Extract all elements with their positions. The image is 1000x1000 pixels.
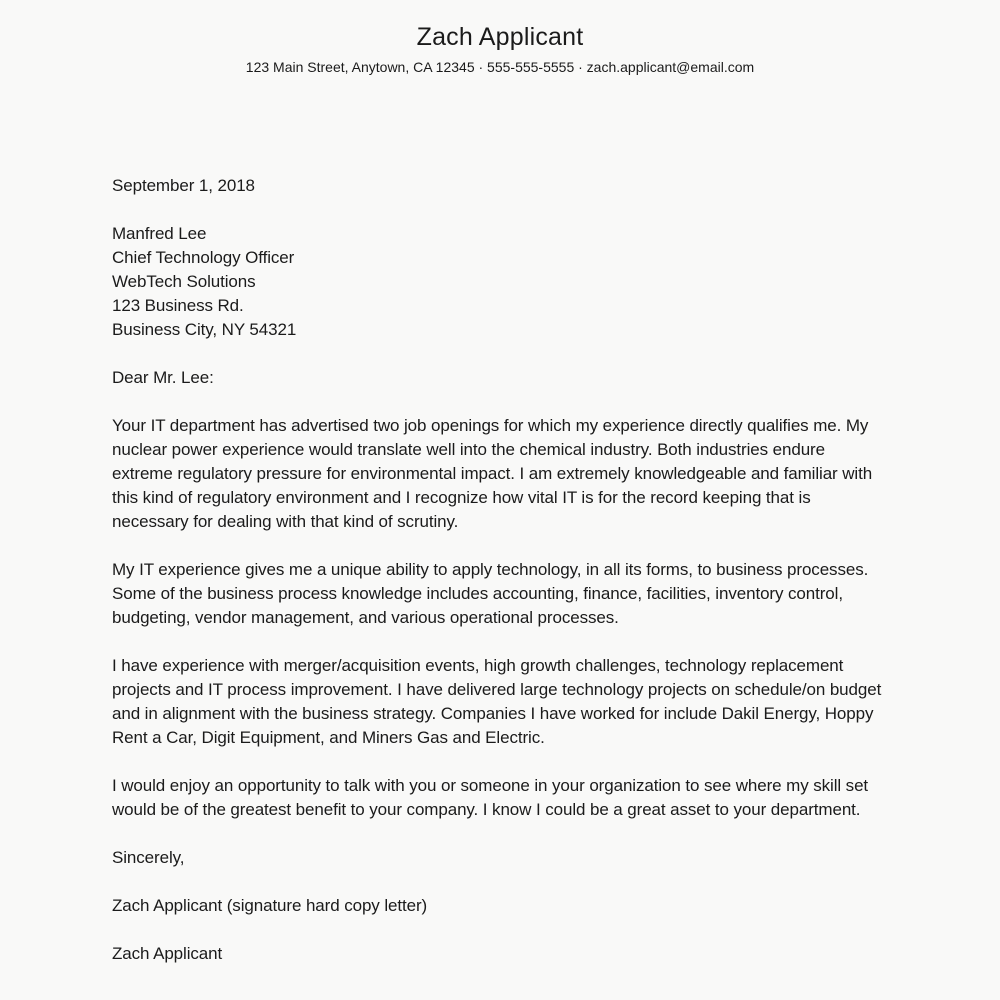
typed-name: Zach Applicant: [112, 944, 223, 963]
salutation: Dear Mr. Lee:: [112, 368, 214, 387]
letter-date: September 1, 2018: [112, 176, 255, 195]
body-paragraph-1: Your IT department has advertised two job openings for which my experience directly qualifies me. My nuclear power experience would translate well into the chemical industry. Both industries endure extreme regulatory pressure for environmental impact. I am extremely knowledgeable and familiar with this kind of regulatory environment and I recognize how vital IT is for the record keeping that is necessary for dealing with that kind of scrutiny.: [112, 416, 873, 531]
signature-note: Zach Applicant (signature hard copy letter): [112, 896, 428, 915]
recipient-name: Manfred Lee: [112, 224, 207, 243]
body-paragraph-2: My IT experience gives me a unique ability to apply technology, in all its forms, to business processes. Some of the business process knowledge includes accounting, finance, facilities, inventory control, budgeting, vendor management, and various operational processes.: [112, 560, 869, 627]
closing: Sincerely,: [112, 848, 185, 867]
body-paragraph-3: I have experience with merger/acquisition events, high growth challenges, technology replacement projects and IT process improvement. I have delivered large technology projects on schedule/on budget and in alignment with the business strategy. Companies I have worked for include Dakil Energy, Hoppy Rent a Car, Digit Equipment, and Miners Gas and Electric.: [112, 656, 882, 747]
body-paragraph-4: I would enjoy an opportunity to talk with you or someone in your organization to see where my skill set would be of the greatest benefit to your company. I know I could be a great asset to your department.: [112, 776, 869, 819]
recipient-company: WebTech Solutions: [112, 272, 256, 291]
recipient-title: Chief Technology Officer: [112, 248, 295, 267]
sender-contact-line: 123 Main Street, Anytown, CA 12345 · 555-555-5555 · zach.applicant@email.com: [245, 59, 755, 75]
recipient-address-block: [112, 222, 890, 342]
letter-header: [0, 0, 1000, 76]
sender-name: Zach Applicant: [416, 23, 584, 51]
letter-body: [0, 76, 1000, 966]
recipient-street: 123 Business Rd.: [112, 296, 244, 315]
recipient-city: Business City, NY 54321: [112, 320, 297, 339]
